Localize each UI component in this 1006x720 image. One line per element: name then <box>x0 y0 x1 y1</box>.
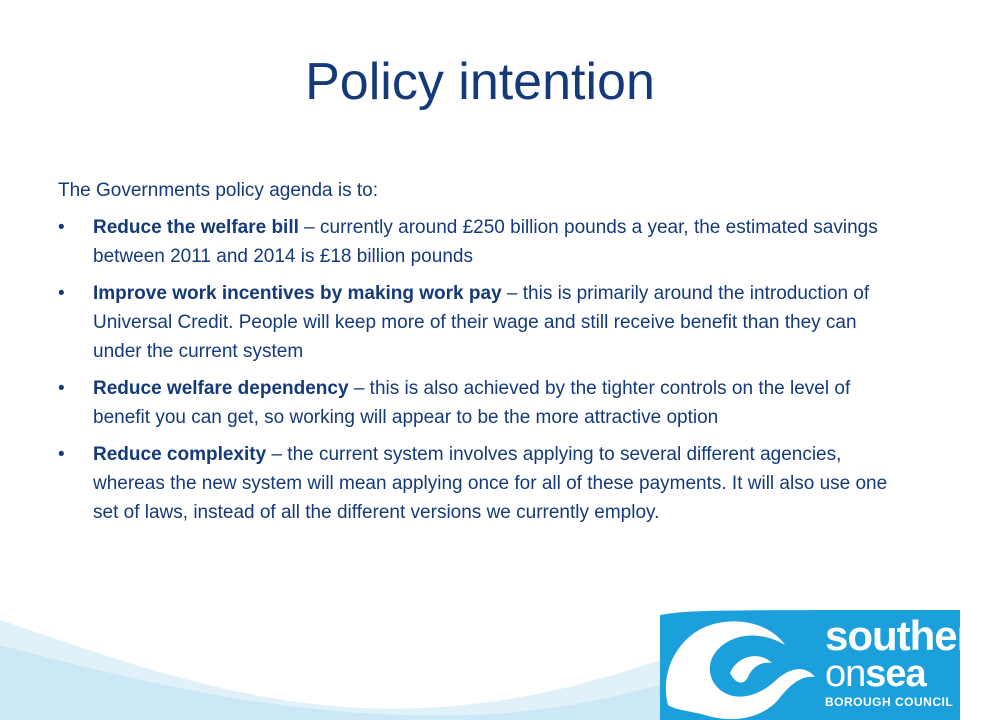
logo-borough-council: BOROUGH COUNCIL <box>825 695 954 709</box>
bullet-item <box>58 279 908 366</box>
logo-sea: sea <box>865 653 926 695</box>
bullet-glyph: • <box>58 283 65 304</box>
bullet-item <box>58 440 908 527</box>
bullet-glyph: • <box>58 217 65 238</box>
logo <box>825 612 1006 712</box>
bullet-text: – currently around £250 billion pounds a year, the estimated savings between 2011 and 2014 is £18 billion pounds <box>93 217 878 267</box>
bullet-text: – this is primarily around the introduction of Universal Credit. People will keep more of their wage and still receive benefit than they can under the current system <box>93 283 870 362</box>
logo-onsea <box>825 653 1006 695</box>
bullet-text: – this is also achieved by the tighter controls on the level of benefit you can get, so working will appear to be the more attractive option <box>93 378 851 428</box>
bullet-heading: Reduce welfare dependency <box>93 378 349 399</box>
bullet-heading: Reduce complexity <box>93 444 267 465</box>
bullet-glyph: • <box>58 378 65 399</box>
bullet-text: – the current system involves applying to several different agencies, whereas the new system will mean applying once for all of these payments. It will also use one set of laws, instead of all the different versions we currently employ. <box>93 444 888 523</box>
logo-on: on <box>825 653 866 695</box>
bullet-heading: Improve work incentives by making work pay <box>93 283 502 304</box>
bullet-item <box>58 374 908 432</box>
logo-southend: southend <box>825 612 1006 659</box>
bullet-glyph: • <box>58 444 65 465</box>
bullet-item <box>58 213 908 271</box>
slide-body <box>58 176 908 535</box>
slide-title: Policy intention <box>305 53 655 111</box>
bullet-heading: Reduce the welfare bill <box>93 217 299 238</box>
intro-text: The Governments policy agenda is to: <box>58 180 379 201</box>
bullet-list <box>58 213 908 527</box>
